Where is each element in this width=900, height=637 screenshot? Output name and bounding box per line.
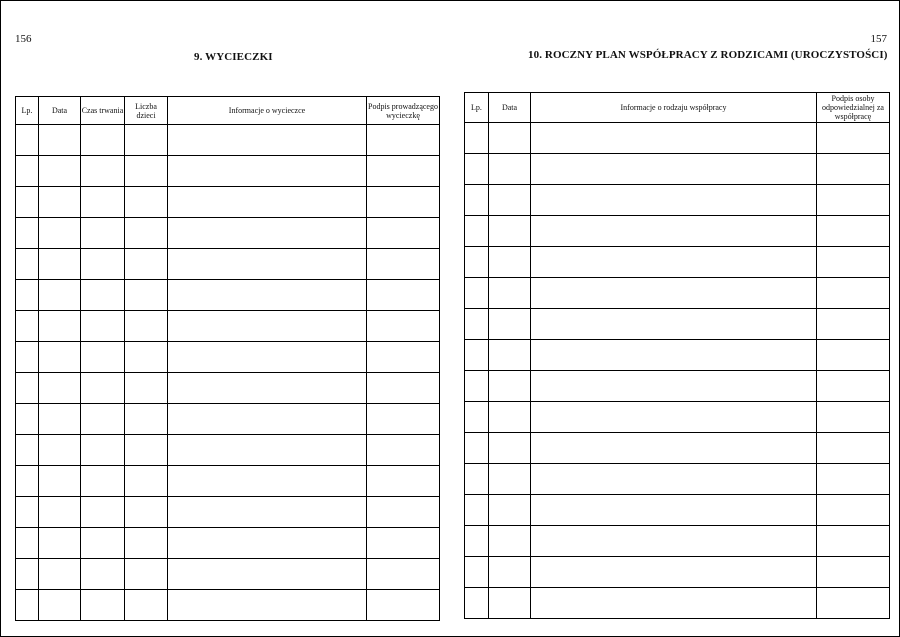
table-cell xyxy=(817,247,890,278)
table-cell xyxy=(465,309,489,340)
table-cell xyxy=(125,187,168,218)
table-row xyxy=(465,154,890,185)
column-header-data: Data xyxy=(39,97,81,125)
table-cell xyxy=(16,435,39,466)
table-cell xyxy=(39,497,81,528)
table-cell xyxy=(39,342,81,373)
table-cell xyxy=(817,309,890,340)
table-cell xyxy=(125,280,168,311)
table-cell xyxy=(39,528,81,559)
table-cell xyxy=(367,404,440,435)
table-row xyxy=(16,125,440,156)
table-cell xyxy=(16,156,39,187)
table-cell xyxy=(81,435,125,466)
table-cell xyxy=(489,402,531,433)
table-cell xyxy=(531,123,817,154)
table-cell xyxy=(39,280,81,311)
table-cell xyxy=(125,373,168,404)
table-row xyxy=(16,311,440,342)
table-cell xyxy=(81,497,125,528)
table-cell xyxy=(465,154,489,185)
table-row xyxy=(16,218,440,249)
table-cell xyxy=(39,466,81,497)
table-row xyxy=(465,340,890,371)
column-header-czas-trwania: Czas trwania xyxy=(81,97,125,125)
table-row xyxy=(16,497,440,528)
section-title-wycieczki: 9. WYCIECZKI xyxy=(194,51,273,63)
table-cell xyxy=(168,218,367,249)
table-cell xyxy=(168,249,367,280)
table-cell xyxy=(465,371,489,402)
table-cell xyxy=(367,528,440,559)
table-cell xyxy=(168,156,367,187)
table-cell xyxy=(465,588,489,619)
table-cell xyxy=(489,340,531,371)
table-cell xyxy=(817,371,890,402)
table-row xyxy=(16,342,440,373)
table-cell xyxy=(168,404,367,435)
table-cell xyxy=(367,373,440,404)
table-cell xyxy=(465,340,489,371)
table-cell xyxy=(125,590,168,621)
table-cell xyxy=(81,528,125,559)
table-cell xyxy=(465,526,489,557)
table-cell xyxy=(817,123,890,154)
table-cell xyxy=(817,495,890,526)
table-cell xyxy=(125,435,168,466)
table-cell xyxy=(489,185,531,216)
table-cell xyxy=(81,559,125,590)
table-row xyxy=(465,557,890,588)
table-row xyxy=(465,526,890,557)
table-cell xyxy=(16,187,39,218)
table-cell xyxy=(465,464,489,495)
table-cell xyxy=(16,373,39,404)
table-cell xyxy=(39,156,81,187)
table-cell xyxy=(367,497,440,528)
table-cell xyxy=(367,435,440,466)
table-cell xyxy=(489,464,531,495)
table-cell xyxy=(81,218,125,249)
table-row xyxy=(465,278,890,309)
table-cell xyxy=(465,402,489,433)
table-row xyxy=(16,404,440,435)
table-cell xyxy=(39,187,81,218)
table-cell xyxy=(16,559,39,590)
table-header-row xyxy=(465,93,890,123)
table-cell xyxy=(125,497,168,528)
table-cell xyxy=(489,433,531,464)
table-cell xyxy=(489,526,531,557)
column-header-liczba-dzieci: Liczba dzieci xyxy=(125,97,168,125)
table-row xyxy=(465,247,890,278)
table-cell xyxy=(168,125,367,156)
table-cell xyxy=(817,216,890,247)
table-cell xyxy=(817,340,890,371)
table-cell xyxy=(81,187,125,218)
table-cell xyxy=(125,528,168,559)
table-row xyxy=(465,185,890,216)
table-cell xyxy=(168,590,367,621)
table-row xyxy=(465,495,890,526)
table-cell xyxy=(817,588,890,619)
column-header-data: Data xyxy=(489,93,531,123)
table-cell xyxy=(817,557,890,588)
table-cell xyxy=(367,249,440,280)
table-cell xyxy=(16,466,39,497)
table-cell xyxy=(531,154,817,185)
table-cell xyxy=(81,249,125,280)
table-cell xyxy=(168,559,367,590)
table-cell xyxy=(16,218,39,249)
table-cell xyxy=(531,557,817,588)
table-cell xyxy=(531,185,817,216)
table-cell xyxy=(16,280,39,311)
table-cell xyxy=(39,125,81,156)
table-cell xyxy=(125,249,168,280)
table-cell xyxy=(16,497,39,528)
column-header-informacje: Informacje o wycieczce xyxy=(168,97,367,125)
column-header-lp: Lp. xyxy=(16,97,39,125)
table-cell xyxy=(39,435,81,466)
table-cell xyxy=(531,464,817,495)
excursions-table xyxy=(15,96,440,621)
table-cell xyxy=(367,342,440,373)
table-cell xyxy=(531,309,817,340)
table-row xyxy=(465,371,890,402)
table-row xyxy=(465,588,890,619)
section-title-plan-wspolpracy: 10. ROCZNY PLAN WSPÓŁPRACY Z RODZICAMI (UROCZYSTOŚCI) xyxy=(528,49,888,61)
table-cell xyxy=(168,528,367,559)
table-cell xyxy=(531,433,817,464)
table-cell xyxy=(489,371,531,402)
table-cell xyxy=(16,528,39,559)
table-cell xyxy=(81,156,125,187)
table-row xyxy=(465,309,890,340)
table-cell xyxy=(16,249,39,280)
table-row xyxy=(16,435,440,466)
table-row xyxy=(16,528,440,559)
table-cell xyxy=(531,588,817,619)
table-cell xyxy=(489,309,531,340)
table-cell xyxy=(125,404,168,435)
table-cell xyxy=(489,247,531,278)
table-cell xyxy=(817,402,890,433)
column-header-podpis: Podpis prowadzącego wycieczkę xyxy=(367,97,440,125)
table-cell xyxy=(125,125,168,156)
table-cell xyxy=(125,342,168,373)
table-cell xyxy=(465,495,489,526)
table-cell xyxy=(81,466,125,497)
table-cell xyxy=(168,466,367,497)
table-cell xyxy=(489,123,531,154)
table-cell xyxy=(125,156,168,187)
table-row xyxy=(16,373,440,404)
table-cell xyxy=(817,154,890,185)
table-cell xyxy=(39,373,81,404)
table-cell xyxy=(39,249,81,280)
table-cell xyxy=(367,187,440,218)
table-cell xyxy=(465,247,489,278)
table-cell xyxy=(817,278,890,309)
table-cell xyxy=(16,404,39,435)
table-cell xyxy=(39,311,81,342)
table-cell xyxy=(531,247,817,278)
table-cell xyxy=(81,590,125,621)
table-cell xyxy=(168,187,367,218)
table-cell xyxy=(489,278,531,309)
table-row xyxy=(16,466,440,497)
table-row xyxy=(16,156,440,187)
table-cell xyxy=(168,311,367,342)
table-cell xyxy=(367,156,440,187)
table-cell xyxy=(81,125,125,156)
table-cell xyxy=(367,218,440,249)
table-cell xyxy=(125,218,168,249)
table-cell xyxy=(125,466,168,497)
table-cell xyxy=(817,433,890,464)
table-cell xyxy=(489,588,531,619)
table-cell xyxy=(81,342,125,373)
table-row xyxy=(16,280,440,311)
column-header-informacje: Informacje o rodzaju współpracy xyxy=(531,93,817,123)
table-row xyxy=(465,464,890,495)
page-number-left: 156 xyxy=(15,33,32,45)
page-number-right: 157 xyxy=(870,33,887,45)
table-row xyxy=(465,433,890,464)
table-cell xyxy=(531,371,817,402)
table-cell xyxy=(168,373,367,404)
table-header-row xyxy=(16,97,440,125)
table-row xyxy=(16,559,440,590)
column-header-podpis: Podpis osoby odpowiedzialnej za współpracę xyxy=(817,93,890,123)
table-cell xyxy=(531,340,817,371)
table-cell xyxy=(39,559,81,590)
table-cell xyxy=(531,278,817,309)
table-cell xyxy=(39,218,81,249)
table-cell xyxy=(81,280,125,311)
table-cell xyxy=(465,123,489,154)
table-cell xyxy=(465,185,489,216)
table-cell xyxy=(81,373,125,404)
table-cell xyxy=(39,590,81,621)
table-cell xyxy=(489,557,531,588)
table-cell xyxy=(531,402,817,433)
table-cell xyxy=(817,185,890,216)
table-row xyxy=(16,590,440,621)
table-cell xyxy=(367,559,440,590)
table-cell xyxy=(16,590,39,621)
table-cell xyxy=(531,216,817,247)
table-cell xyxy=(465,278,489,309)
table-cell xyxy=(367,280,440,311)
table-cell xyxy=(367,466,440,497)
table-cell xyxy=(81,404,125,435)
table-cell xyxy=(168,435,367,466)
table-row xyxy=(465,402,890,433)
table-cell xyxy=(125,559,168,590)
table-cell xyxy=(817,526,890,557)
table-cell xyxy=(367,311,440,342)
table-cell xyxy=(39,404,81,435)
table-cell xyxy=(367,590,440,621)
table-cell xyxy=(168,342,367,373)
table-row xyxy=(16,187,440,218)
table-cell xyxy=(16,342,39,373)
table-cell xyxy=(531,526,817,557)
table-cell xyxy=(489,216,531,247)
table-cell xyxy=(81,311,125,342)
table-row xyxy=(465,216,890,247)
table-cell xyxy=(531,495,817,526)
table-cell xyxy=(465,216,489,247)
table-cell xyxy=(168,497,367,528)
table-row xyxy=(465,123,890,154)
parents-cooperation-table xyxy=(464,92,890,619)
table-cell xyxy=(465,433,489,464)
table-cell xyxy=(489,495,531,526)
table-row xyxy=(16,249,440,280)
table-cell xyxy=(465,557,489,588)
table-cell xyxy=(16,125,39,156)
table-cell xyxy=(16,311,39,342)
table-cell xyxy=(489,154,531,185)
table-cell xyxy=(367,125,440,156)
table-cell xyxy=(168,280,367,311)
table-cell xyxy=(125,311,168,342)
table-cell xyxy=(817,464,890,495)
column-header-lp: Lp. xyxy=(465,93,489,123)
